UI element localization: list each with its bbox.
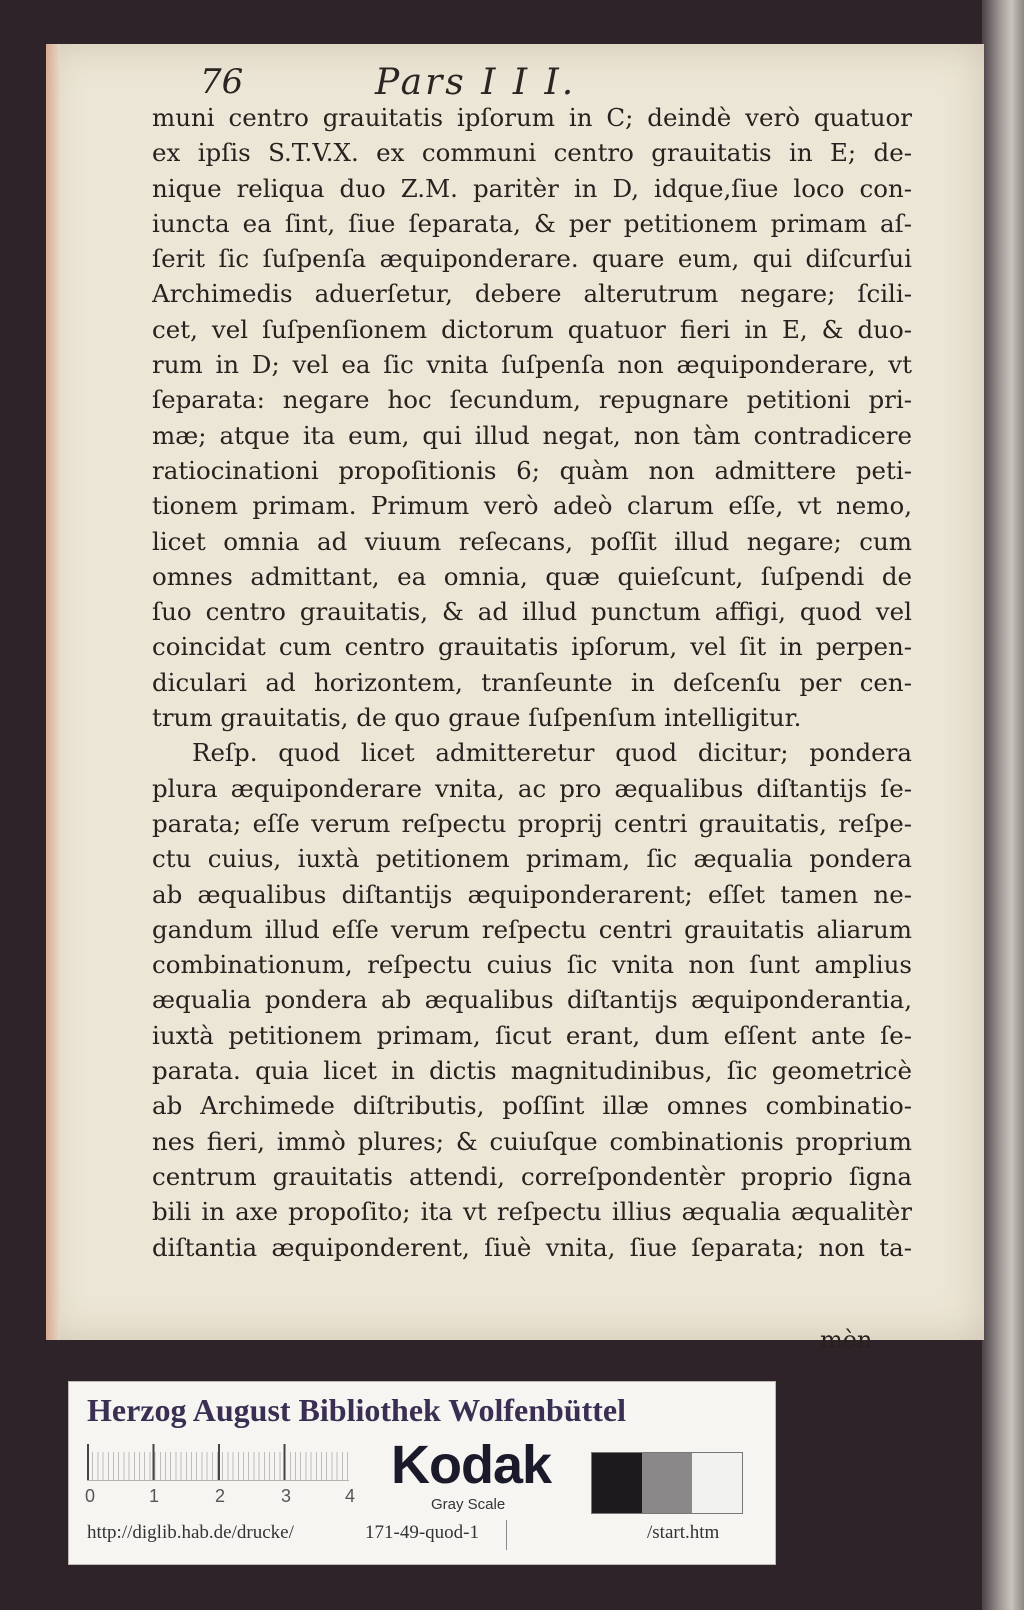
text-line: Archimedis aduerſetur, debere alterutrum negare; ſcili-: [152, 279, 912, 309]
url-divider: [506, 1520, 507, 1550]
text-line: plura æquiponderare vnita, ac pro æqualibus diſtantijs ſe-: [152, 773, 912, 803]
text-line: combinationum, reſpectu cuius ſic vnita non ſunt amplius: [152, 950, 912, 980]
book-edge: [982, 0, 1024, 1610]
ruler-label: 2: [215, 1486, 226, 1506]
text-line: ſeparata: negare hoc ſecundum, repugnare petitioni pri-: [152, 385, 912, 415]
text-line: diculari ad horizontem, tranſeunte in deſcenſu per cen-: [152, 667, 912, 697]
page-gutter: [46, 44, 60, 1340]
gray-patch: [592, 1453, 642, 1513]
text-line: mæ; atque ita eum, qui illud negat, non tàm contradicere: [152, 420, 912, 450]
url-id: 171-49-quod-1: [365, 1522, 479, 1543]
text-line: iuxtà petitionem primam, ſicut erant, dum eſſent ante ſe-: [152, 1020, 912, 1050]
gray-patch: [692, 1453, 742, 1513]
text-line: omnes admittant, ea omnia, quæ quieſcunt, ſuſpendi de: [152, 561, 912, 591]
text-line: trum grauitatis, de quo graue ſuſpenſum intelligitur.: [152, 703, 802, 733]
text-line: centrum grauitatis attendi, correſpondentèr proprio ſigna: [152, 1161, 912, 1191]
page-number: 76: [200, 62, 244, 102]
section-title: Pars I I I.: [375, 62, 577, 103]
text-line: Reſp. quod licet admitteretur quod dicitur; pondera: [192, 738, 912, 768]
catchword: mèn: [820, 1326, 873, 1354]
ruler-label: 4: [345, 1486, 356, 1506]
text-line: tionem primam. Primum verò adeò clarum eſſe, vt nemo,: [152, 491, 912, 521]
kodak-logo: Kodak: [391, 1435, 552, 1495]
ruler-label: 1: [149, 1486, 160, 1506]
text-line: ex ipſis S.T.V.X. ex communi centro grauitatis in E; de-: [152, 138, 912, 168]
url-suffix: /start.htm: [647, 1522, 720, 1543]
text-line: æqualia pondera ab æqualibus diſtantijs æquiponderantia,: [152, 985, 912, 1015]
text-line: parata. quia licet in dictis magnitudinibus, ſic geometricè: [152, 1056, 912, 1086]
text-line: muni centro grauitatis ipſorum in C; deindè verò quatuor: [152, 103, 912, 132]
ruler-major-ticks: [87, 1444, 349, 1480]
text-line: gandum illud eſſe verum reſpectu centri grauitatis aliarum: [152, 914, 912, 944]
url-base: http://diglib.hab.de/drucke/: [87, 1522, 294, 1543]
text-line: parata; eſſe verum reſpectu proprij centri grauitatis, reſpe-: [152, 808, 912, 838]
text-line: licet omnia ad viuum reſecans, poſſit illud negare; cum: [152, 526, 912, 556]
gray-scale-patches: [591, 1452, 743, 1514]
text-line: ſerit ſic ſuſpenſa æquiponderare. quare eum, qui diſcurſui: [152, 244, 912, 274]
text-line: ſuo centro grauitatis, & ad illud punctum affigi, quod vel: [152, 597, 912, 627]
library-name: Herzog August Bibliothek Wolfenbüttel: [87, 1392, 627, 1428]
text-line: rum in D; vel ea ſic vnita ſuſpenſa non æquiponderare, vt: [152, 350, 912, 380]
text-line: iuncta ea ſint, ſiue ſeparata, & per petitionem primam aſ-: [152, 208, 912, 238]
text-line: bili in axe propoſito; ita vt reſpectu illius æqualia æqualitèr: [152, 1197, 912, 1227]
ruler-label: 0: [85, 1486, 96, 1506]
text-line: ctu cuius, iuxtà petitionem primam, ſic æqualia pondera: [152, 844, 912, 874]
text-line: ab æqualibus diſtantijs æquiponderarent; eſſet tamen ne-: [152, 879, 912, 909]
text-line: cet, vel ſuſpenſionem dictorum quatuor fieri in E, & duo-: [152, 314, 912, 344]
text-line: diſtantia æquiponderent, ſiuè vnita, ſiue ſeparata; non ta-: [152, 1232, 912, 1262]
text-line: coincidat cum centro grauitatis ipſorum, vel ſit in perpen-: [152, 632, 912, 662]
text-line: ratiocinationi propoſitionis 6; quàm non admittere peti-: [152, 455, 912, 485]
body-text: [152, 100, 912, 1265]
gray-patch: [642, 1453, 692, 1513]
gray-scale-label: Gray Scale: [431, 1496, 506, 1513]
ruler-label: 3: [281, 1486, 292, 1506]
color-target-card: [68, 1381, 776, 1565]
text-line: ab Archimede diſtributis, poſſint illæ omnes combinatio-: [152, 1091, 912, 1121]
text-line: nes fieri, immò plures; & cuiuſque combinationis proprium: [152, 1126, 912, 1156]
text-line: nique reliqua duo Z.M. paritèr in D, idque,ſiue loco con-: [152, 173, 912, 203]
